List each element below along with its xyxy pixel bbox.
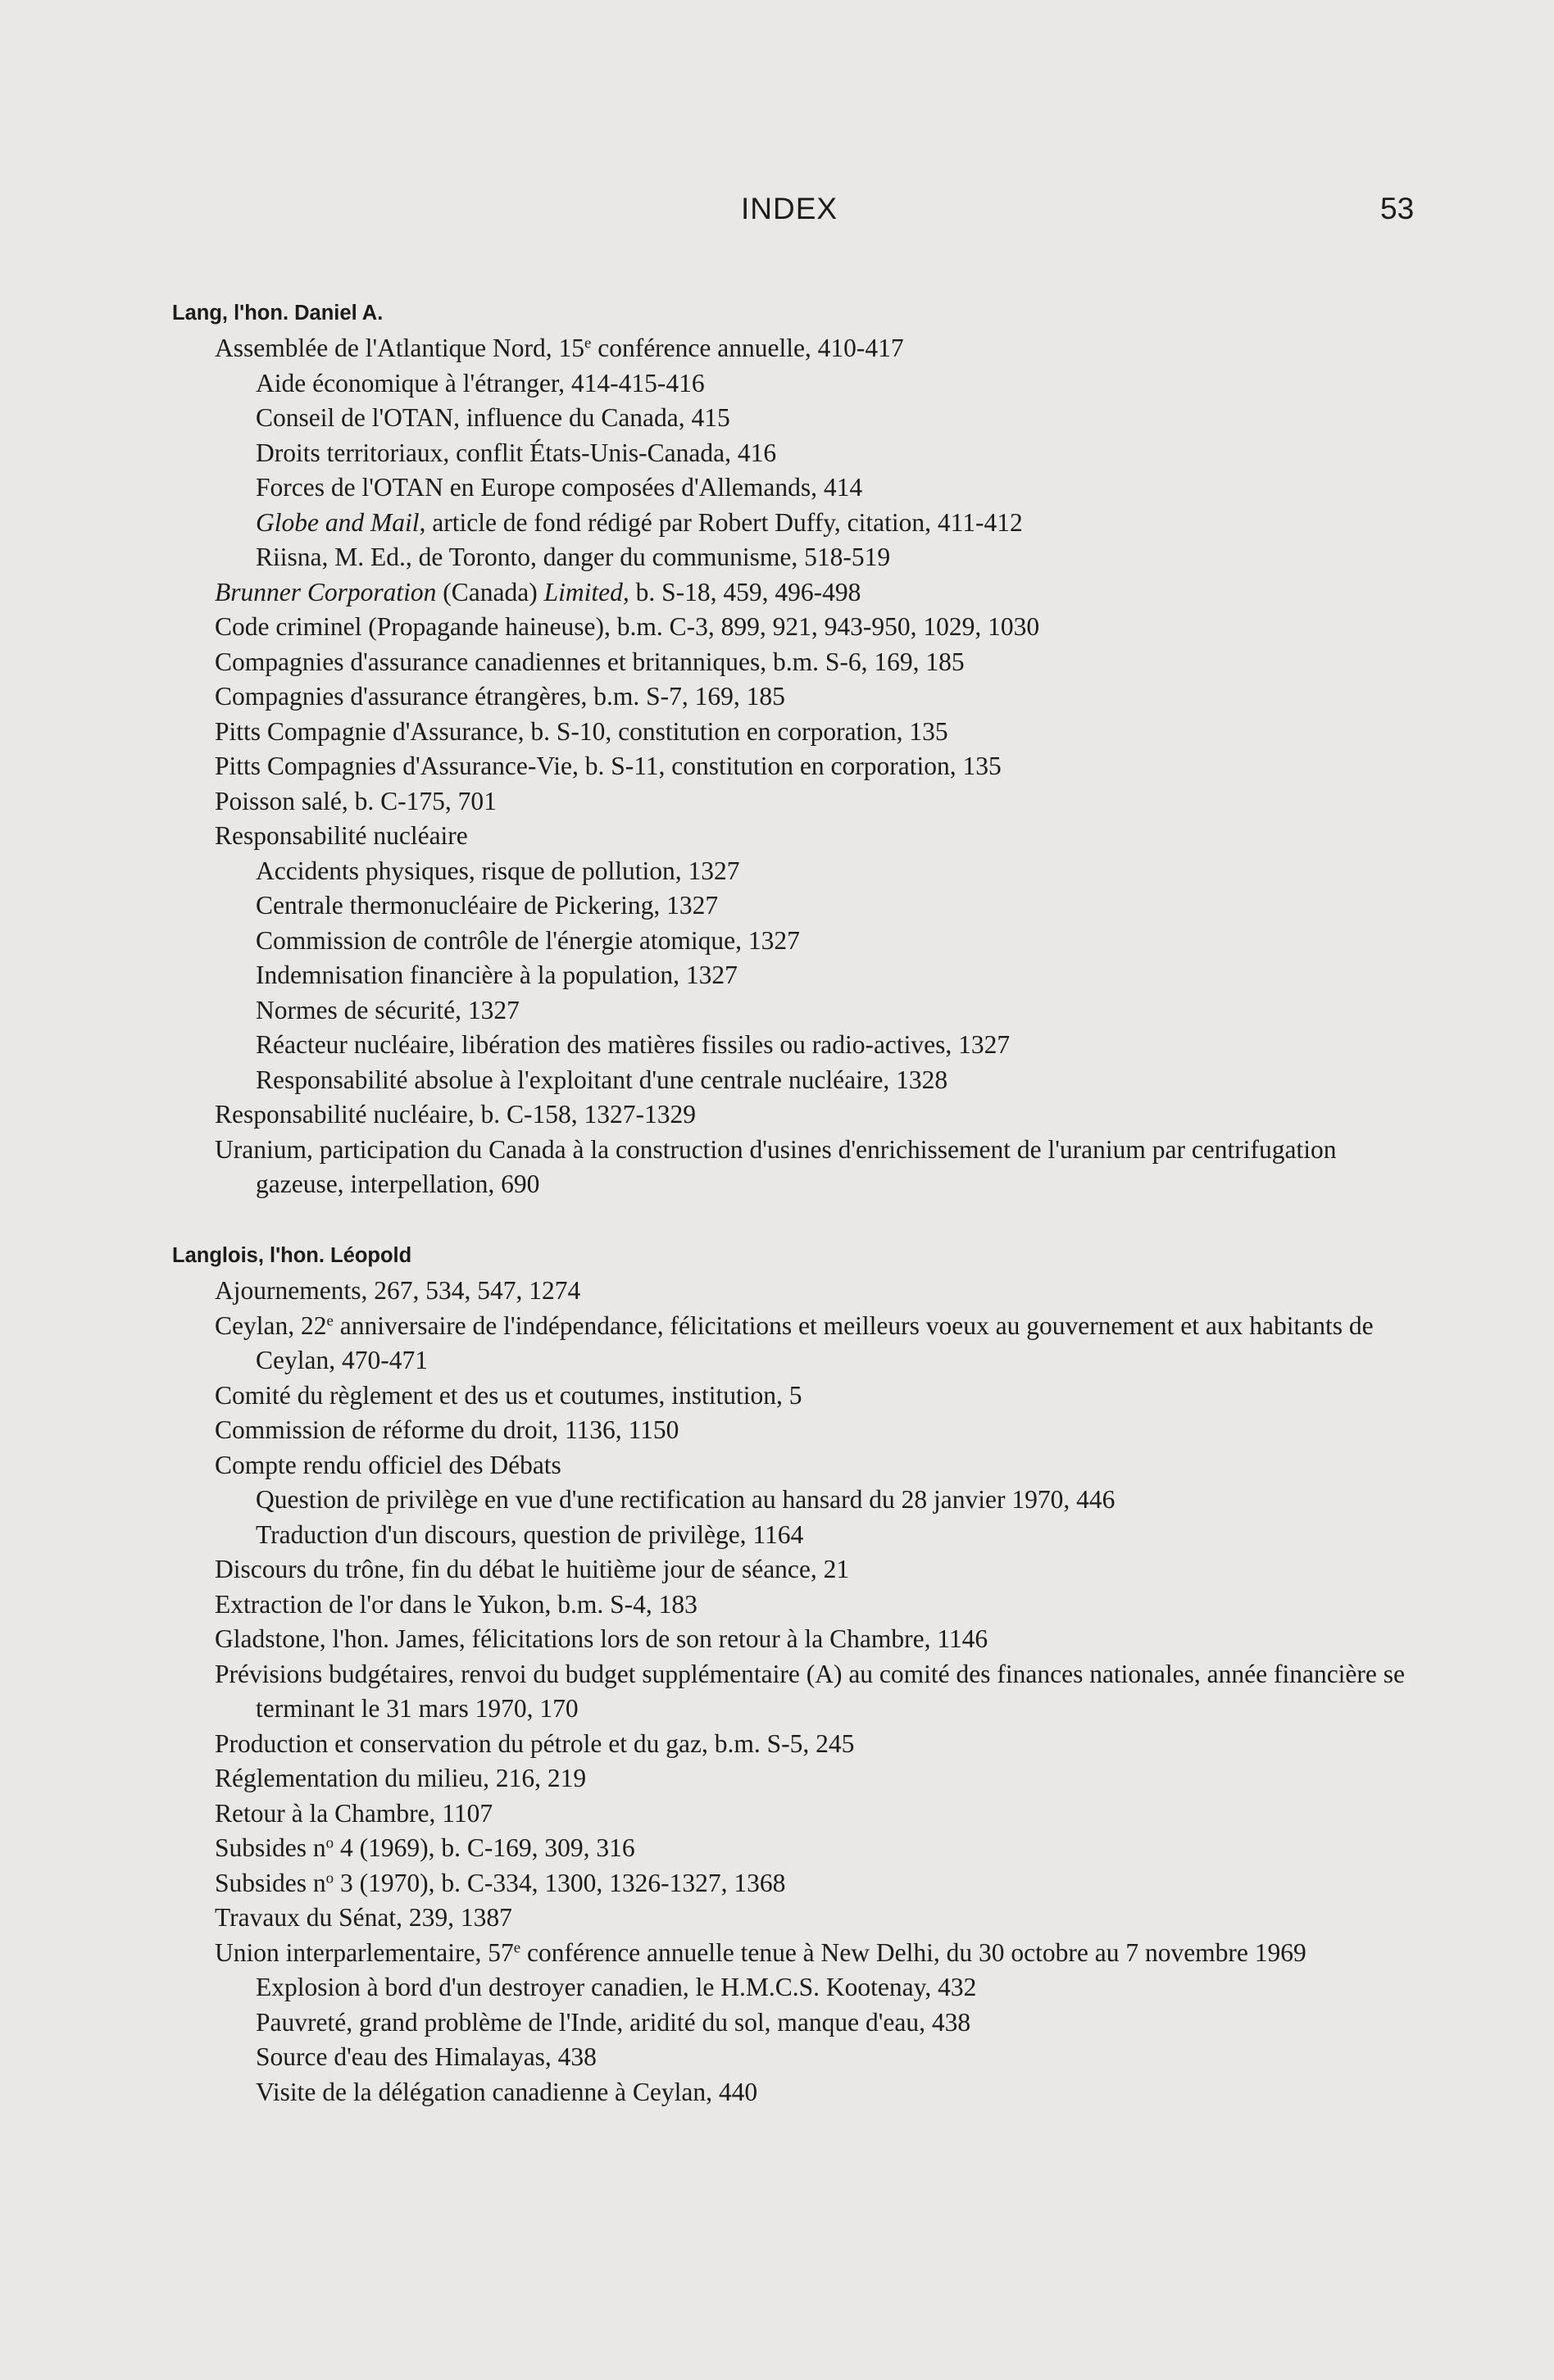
index-subentry — [172, 506, 1426, 541]
index-subentry: Question de privilège en vue d'une rectification au hansard du 28 janvier 1970, 446 — [256, 1485, 1116, 1514]
index-entry: Prévisions budgétaires, renvoi du budget supplémentaire (A) au comité des finances nationales, année financière se terminant le 31 mars 1970, 170 — [215, 1659, 1405, 1723]
index-subentry: Source d'eau des Himalayas, 438 — [256, 2042, 597, 2071]
entry-text: , article de fond rédigé par Robert Duffy, citation, 411-412 — [419, 507, 1023, 537]
index-entry: Pitts Compagnie d'Assurance, b. S-10, constitution en corporation, 135 — [215, 716, 948, 746]
index-entry: Pitts Compagnies d'Assurance-Vie, b. S-11, constitution en corporation, 135 — [215, 752, 1002, 780]
index-subentry: Droits territoriaux, conflit États-Unis-Canada, 416 — [256, 438, 777, 467]
entry-text: Subsides n — [215, 1833, 326, 1862]
index-section-lang — [172, 295, 1426, 1202]
entry-text: Ceylan, 22 — [215, 1310, 327, 1340]
index-subentry: Centrale thermonucléaire de Pickering, 1327 — [256, 891, 719, 920]
italic-title: Brunner Corporation — [215, 577, 437, 606]
index-entry: Commission de réforme du droit, 1136, 1150 — [215, 1415, 679, 1444]
superscript: e — [584, 334, 592, 352]
index-entry: Compte rendu officiel des Débats — [215, 1450, 561, 1479]
index-entry: Ajournements, 267, 534, 547, 1274 — [215, 1276, 581, 1305]
index-entry — [172, 1936, 1426, 1971]
index-entry: Responsabilité nucléaire — [215, 821, 468, 850]
index-entry: Réglementation du milieu, 216, 219 — [215, 1764, 587, 1792]
index-section-langlois — [172, 1238, 1426, 2110]
italic-title: Globe and Mail — [256, 507, 420, 537]
index-entry: Travaux du Sénat, 239, 1387 — [215, 1903, 512, 1932]
index-subentry: Accidents physiques, risque de pollution, 1327 — [256, 856, 740, 885]
page-title: INDEX — [741, 192, 838, 225]
index-subentry: Riisna, M. Ed., de Toronto, danger du communisme, 518-519 — [256, 543, 891, 571]
index-subentry: Commission de contrôle de l'énergie atomique, 1327 — [256, 925, 800, 955]
index-entry: Poisson salé, b. C-175, 701 — [215, 786, 497, 815]
index-entry — [172, 1309, 1426, 1378]
superscript: o — [325, 1834, 334, 1852]
entry-text: Union interparlementaire, 57 — [215, 1937, 514, 1967]
index-entry — [172, 331, 1426, 366]
entry-text: b. S-18, 459, 496-498 — [629, 577, 861, 606]
index-subentry: Réacteur nucléaire, libération des matières fissiles ou radio-actives, 1327 — [256, 1030, 1011, 1059]
index-entry — [172, 1866, 1426, 1901]
index-subentry: Aide économique à l'étranger, 414-415-416 — [256, 368, 705, 397]
superscript: o — [325, 1869, 334, 1887]
entry-text: anniversaire de l'indépendance, félicitations et meilleurs voeux au gouvernement et aux habitants de Ceylan, 470-471 — [256, 1310, 1374, 1374]
index-subentry: Responsabilité absolue à l'exploitant d'une centrale nucléaire, 1328 — [256, 1065, 948, 1094]
index-subentry: Pauvreté, grand problème de l'Inde, aridité du sol, manque d'eau, 438 — [256, 2007, 971, 2037]
entry-text: Assemblée de l'Atlantique Nord, 15 — [215, 334, 584, 362]
index-subentry: Normes de sécurité, 1327 — [256, 995, 520, 1024]
index-subentry: Explosion à bord d'un destroyer canadien, le H.M.C.S. Kootenay, 432 — [256, 1973, 977, 2001]
index-entry: Retour à la Chambre, 1107 — [215, 1798, 493, 1828]
section-heading: Lang, l'hon. Daniel A. — [172, 302, 384, 325]
index-subentry: Conseil de l'OTAN, influence du Canada, 415 — [256, 403, 730, 432]
index-subentry: Forces de l'OTAN en Europe composées d'Allemands, 414 — [256, 473, 863, 502]
entry-text: conférence annuelle, 410-417 — [591, 334, 904, 362]
italic-title: Limited, — [543, 577, 629, 606]
index-entry: Production et conservation du pétrole et du gaz, b.m. S-5, 245 — [215, 1728, 855, 1758]
index-entry: Extraction de l'or dans le Yukon, b.m. S-4, 183 — [215, 1589, 697, 1619]
index-entry: Responsabilité nucléaire, b. C-158, 1327-1329 — [215, 1100, 697, 1129]
index-entry — [172, 575, 1426, 611]
entry-text: 3 (1970), b. C-334, 1300, 1326-1327, 1368 — [334, 1868, 786, 1897]
index-entry: Compagnies d'assurance étrangères, b.m. S-7, 169, 185 — [215, 682, 785, 711]
index-subentry: Traduction d'un discours, question de privilège, 1164 — [256, 1519, 804, 1549]
superscript: e — [326, 1312, 334, 1330]
index-entry — [172, 1831, 1426, 1866]
entry-text: (Canada) — [436, 577, 544, 606]
index-entry: Comité du règlement et des us et coutumes, institution, 5 — [215, 1380, 802, 1410]
index-entry: Gladstone, l'hon. James, félicitations lors de son retour à la Chambre, 1146 — [215, 1624, 988, 1653]
entry-text: 4 (1969), b. C-169, 309, 316 — [334, 1833, 635, 1862]
index-entry: Code criminel (Propagande haineuse), b.m. C-3, 899, 921, 943-950, 1029, 1030 — [215, 612, 1040, 641]
index-entry: Compagnies d'assurance canadiennes et britanniques, b.m. S-6, 169, 185 — [215, 647, 965, 676]
index-entry: Discours du trône, fin du débat le huitième jour de séance, 21 — [215, 1555, 850, 1583]
section-heading: Langlois, l'hon. Léopold — [172, 1244, 412, 1267]
superscript: e — [513, 1939, 521, 1957]
index-subentry: Visite de la délégation canadienne à Ceylan, 440 — [256, 2077, 758, 2106]
entry-text: conférence annuelle tenue à New Delhi, du 30 octobre au 7 novembre 1969 — [520, 1937, 1306, 1967]
entry-text: Subsides n — [215, 1868, 326, 1897]
index-subentry: Indemnisation financière à la population, 1327 — [256, 961, 738, 989]
index-entry: Uranium, participation du Canada à la construction d'usines d'enrichissement de l'uranium par centrifugation gazeuse, interpellation, 690 — [215, 1134, 1337, 1198]
page-number: 53 — [1380, 192, 1415, 225]
